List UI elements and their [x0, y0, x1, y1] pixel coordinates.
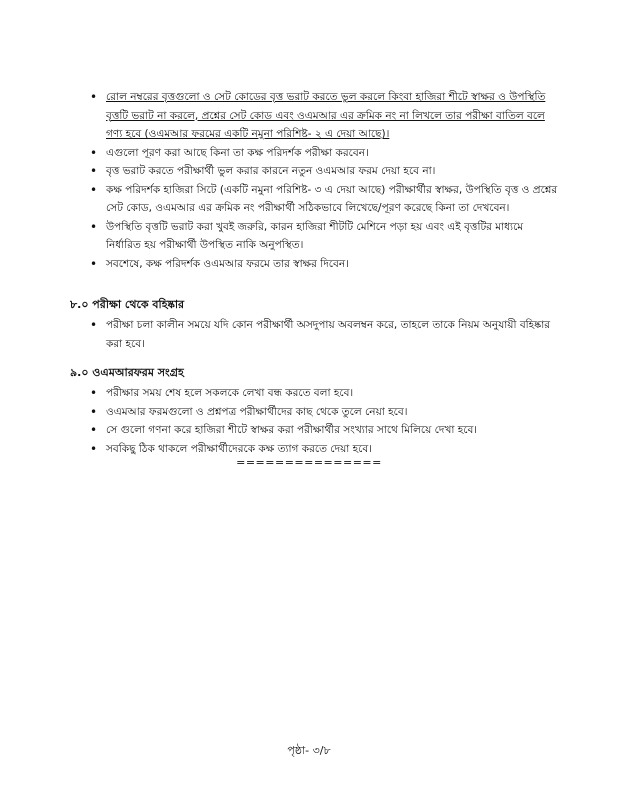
separator: =============== — [236, 456, 382, 469]
list-item — [88, 255, 558, 274]
list-item — [88, 88, 558, 144]
bullet-text: পরীক্ষার সময় শেষ হলে সকলকে লেখা বন্ধ করতে বলা হবে। — [106, 387, 354, 399]
list-item — [88, 316, 558, 353]
bullet-text: পরীক্ষা চলা কালীন সময়ে যদি কোন পরীক্ষার্থী অসদুপায় অবলম্বন করে, তাহলে তাকে নিয়ম অনুযায়ী বহিষ্কার করা হবে। — [106, 319, 551, 350]
section-heading: ৮.০ পরীক্ষা থেকে বহিষ্কার — [70, 298, 185, 311]
list-item — [88, 181, 558, 218]
bullet-text: উপস্থিতি বৃত্তটি ভরাট করা খুবই জরুরি, কারন হাজিরা শীটটি মেশিনে পড়া হয় এবং এই বৃত্তটির মাধ্যমে নির্ধারিত হয় পরীক্ষার্থী উপস্থিত নাকি অনুপস্থিত। — [106, 220, 524, 251]
section-heading: ৯.০ ওএমআরফরম সংগ্রহ — [70, 366, 184, 379]
bullet-text: সবকিছু ঠিক থাকলে পরীক্ষার্থীদেরকে কক্ষ ত্যাগ করতে দেয়া হবে। — [106, 442, 372, 455]
list-item — [88, 162, 558, 181]
bullet-text: কক্ষ পরিদর্শক হাজিরা সিটে (একটি নমুনা পরিশিষ্ট- ৩ এ দেয়া আছে) পরীক্ষার্থীর স্বাক্ষর, উপস্থিতি বৃত্ত ও প্রশ্নের সেট কোড, ওএমআর এর ক্রমিক নং পরীক্ষার্থী সঠিকভাবে লিখেছে/পূরণ করেছে কিনা তা দেখবেন। — [106, 183, 558, 214]
list-item — [88, 218, 558, 255]
bullet-text: বৃত্ত ভরাট করতে পরীক্ষার্থী ভুল করার কারনে নতুন ওএমআর ফরম দেয়া হবে না। — [106, 165, 436, 177]
list-item — [88, 403, 558, 422]
list-item — [88, 384, 558, 403]
bullet-text: সে গুলো গণনা করে হাজিরা শীটে স্বাক্ষর করা পরীক্ষার্থীর সংখ্যার সাথে মিলিয়ে দেখা হবে। — [106, 424, 478, 436]
section8-list — [88, 316, 558, 353]
list-item — [88, 421, 558, 440]
page-number: পৃষ্ঠা- ৩/৮ — [287, 744, 331, 757]
section9-list — [88, 384, 558, 458]
bullet-text: ওএমআর ফরমগুলো ও প্রশ্নপত্র পরীক্ষার্থীদের কাছ থেকে তুলে নেয়া হবে। — [106, 405, 408, 418]
bullet-text: সবশেষে, কক্ষ পরিদর্শক ওএমআর ফরমে তার স্বাক্ষর দিবেন। — [106, 257, 349, 270]
bullet-text: এগুলো পূরণ করা আছে কিনা তা কক্ষ পরিদর্শক পরীক্ষা করবেন। — [106, 146, 369, 159]
bullet-text: রোল নম্বরের বৃত্তগুলো ও সেট কোডের বৃত্ত ভরাট করতে ভুল করলে কিংবা হাজিরা শীটে স্বাক্ষর ও উপস্থিতি বৃত্তটি ভরাট না করলে, প্রশ্নের সেট কোড এবং ওএমআর এর ক্রমিক নং না লিখলে তার পরীক্ষা বাতিল বলে গণ্য হবে (ওএমআর ফরমের একটি নমুনা পরিশিষ্ট- ২ এ দেয়া আছে)। — [106, 91, 546, 140]
list-item — [88, 144, 558, 163]
section7-list — [88, 88, 558, 273]
